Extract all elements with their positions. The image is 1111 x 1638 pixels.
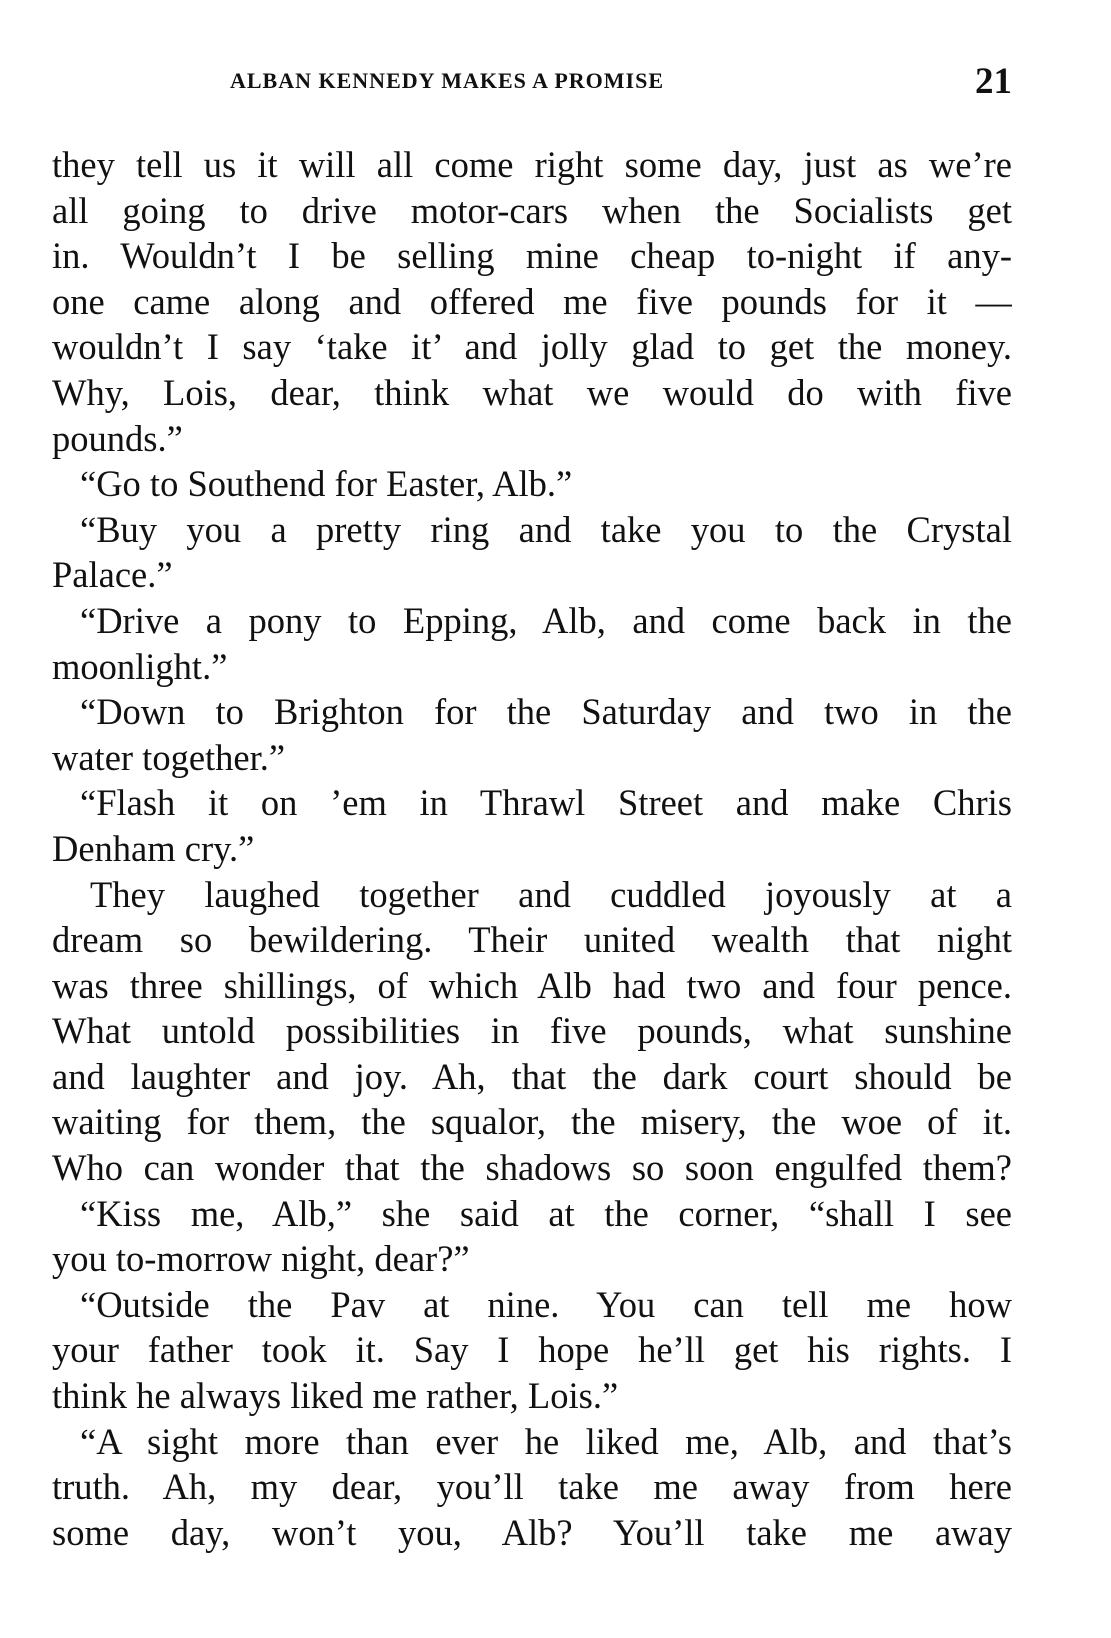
text-line: water together.”	[52, 736, 286, 778]
text-line: one came along and offered me five pounds for it —	[52, 280, 1012, 322]
text-line: Denham cry.”	[52, 827, 255, 869]
text-line: Who can wonder that the shadows so soon engulfed them?	[52, 1147, 1012, 1189]
text-line: dream so bewildering. Their united wealth that night	[52, 919, 1012, 961]
text-line: and laughter and joy. Ah, that the dark court should be	[52, 1055, 1012, 1097]
text-line: “A sight more than ever he liked me, Alb, and that’s	[80, 1420, 1012, 1462]
text-line: pounds.”	[52, 417, 183, 459]
text-line: you to-morrow night, dear?”	[52, 1238, 470, 1280]
text-line: “Down to Brighton for the Saturday and two in the	[80, 691, 1012, 733]
text-line: was three shillings, of which Alb had two and four pence.	[52, 964, 1012, 1006]
text-line: your father took it. Say I hope he’ll get his rights. I	[52, 1329, 1012, 1371]
text-line: moonlight.”	[52, 645, 228, 687]
text-line: in. Wouldn’t I be selling mine cheap to-night if any-	[52, 235, 1012, 277]
text-line: “Flash it on ’em in Thrawl Street and make Chris	[80, 782, 1012, 824]
body-text	[52, 142, 1012, 1555]
text-line: “Go to Southend for Easter, Alb.”	[80, 463, 573, 505]
text-line: They laughed together and cuddled joyously at a	[90, 873, 1012, 915]
text-line: “Outside the Pav at nine. You can tell me how	[80, 1283, 1012, 1325]
text-line: all going to drive motor-cars when the Socialists get	[52, 189, 1012, 231]
text-line: some day, won’t you, Alb? You’ll take me away	[52, 1511, 1012, 1553]
text-line: “Drive a pony to Epping, Alb, and come back in the	[80, 599, 1012, 641]
page-number: 21	[975, 61, 1012, 102]
text-line: wouldn’t I say ‘take it’ and jolly glad to get the money.	[52, 326, 1012, 368]
text-line: Palace.”	[52, 554, 173, 596]
text-line: “Buy you a pretty ring and take you to the Crystal	[80, 508, 1012, 550]
text-line: What untold possibilities in five pounds, what sunshine	[52, 1010, 1012, 1052]
text-line: “Kiss me, Alb,” she said at the corner, “shall I see	[80, 1192, 1012, 1234]
running-title: ALBAN KENNEDY MAKES A PROMISE	[230, 68, 665, 93]
text-line: truth. Ah, my dear, you’ll take me away from here	[52, 1466, 1012, 1508]
text-line: Why, Lois, dear, think what we would do with five	[52, 371, 1012, 413]
text-line: waiting for them, the squalor, the misery, the woe of it.	[52, 1101, 1012, 1143]
text-line: think he always liked me rather, Lois.”	[52, 1375, 619, 1417]
running-head	[52, 62, 1012, 102]
text-line: they tell us it will all come right some day, just as we’re	[52, 144, 1012, 185]
